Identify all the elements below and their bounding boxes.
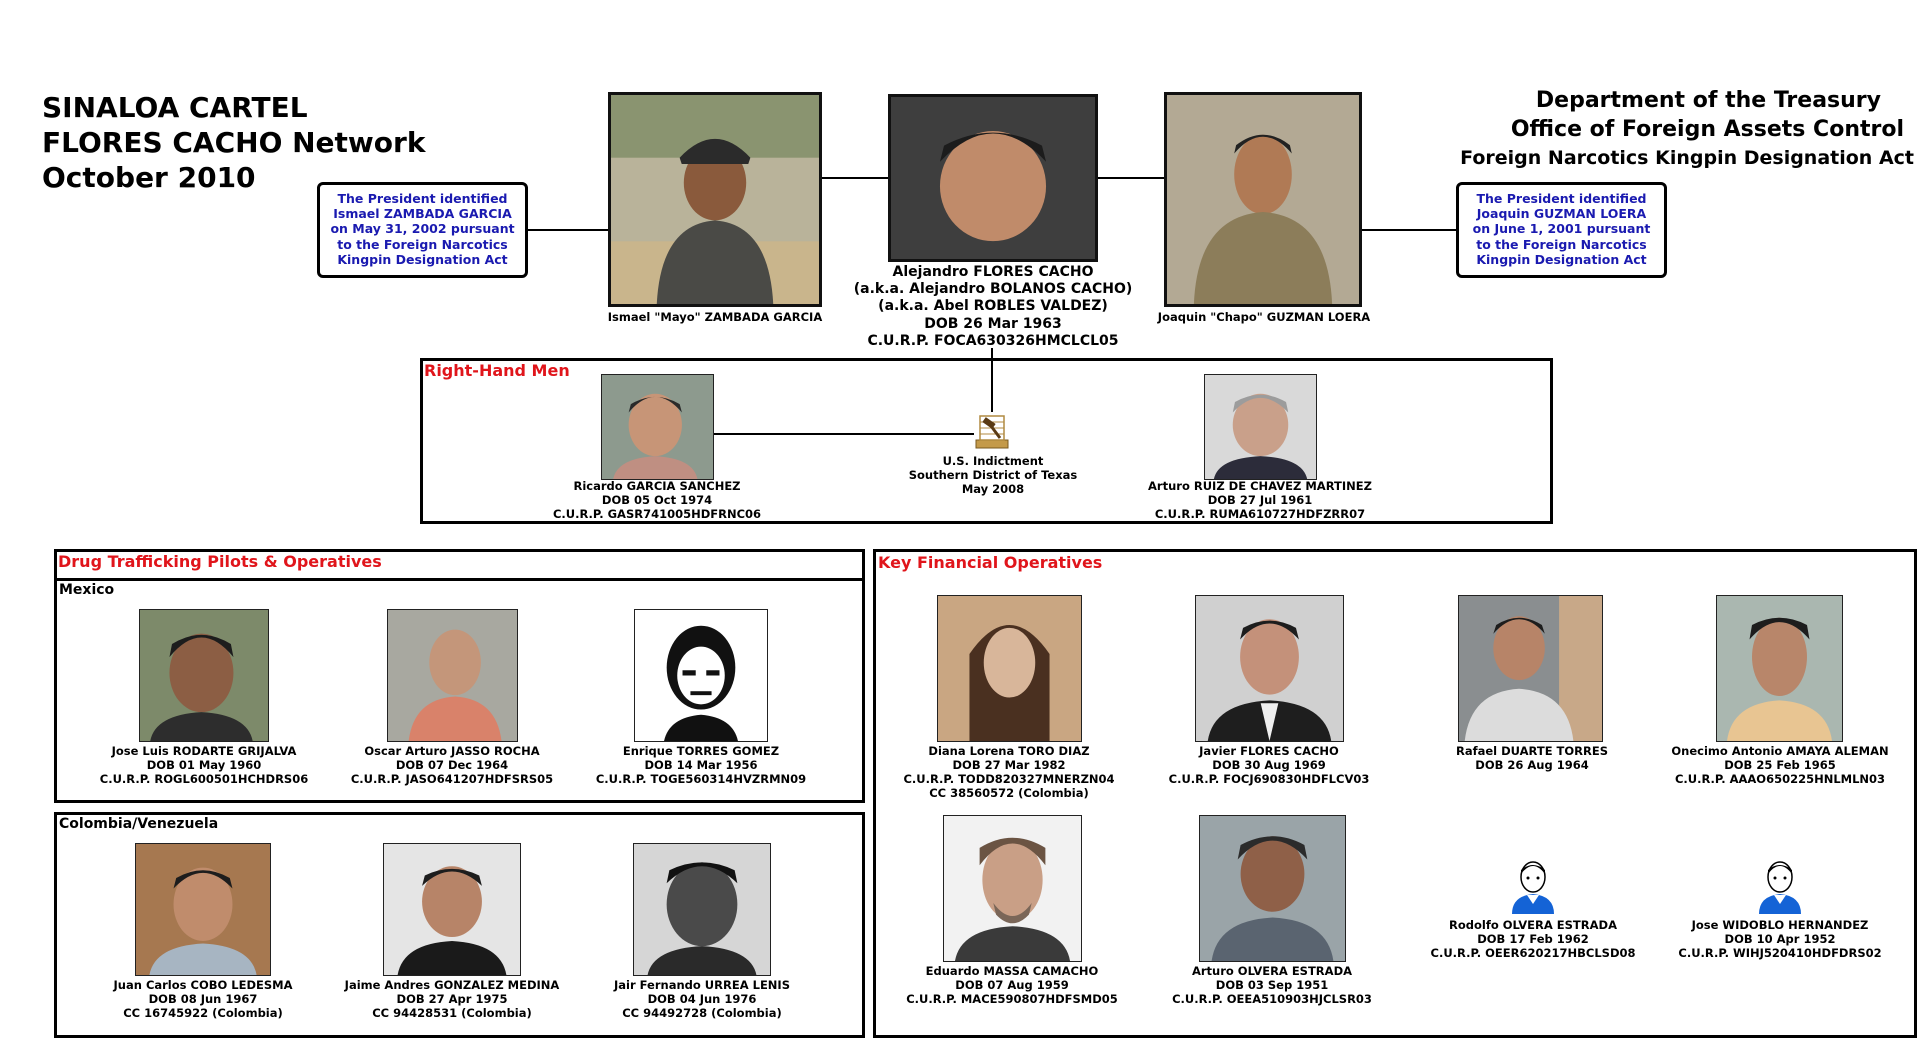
- photo-jasso-rocha: [387, 609, 518, 742]
- agency-line: Office of Foreign Assets Control: [1510, 117, 1904, 142]
- caption-line: C.U.R.P. OEEA510903HJCLSR03: [1172, 992, 1372, 1006]
- photo-zambada-garcia: [608, 92, 822, 307]
- caption-line: Ismael "Mayo" ZAMBADA GARCIA: [607, 310, 823, 324]
- caption-line: C.U.R.P. AAAO650225HNLMLN03: [1674, 772, 1886, 786]
- caption-line: CC 16745922 (Colombia): [123, 1006, 283, 1020]
- caption-line: DOB 26 Aug 1964: [1475, 758, 1589, 772]
- caption-line: C.U.R.P. TODD820327MNERZN04: [903, 772, 1115, 786]
- title-line: SINALOA CARTEL: [42, 91, 308, 124]
- photo-amaya-aleman: [1716, 595, 1843, 742]
- caption-line: Jair Fernando URREA LENIS: [614, 978, 790, 992]
- caption-line: Jaime Andres GONZALEZ MEDINA: [344, 978, 560, 992]
- caption-line: C.U.R.P. GASR741005HDFRNC06: [552, 507, 762, 521]
- caption-line: DOB 07 Aug 1959: [955, 978, 1069, 992]
- chart-title: [42, 90, 425, 195]
- sub-section-title: Colombia/Venezuela: [59, 816, 219, 832]
- caption-massa-camacho: [906, 964, 1118, 1006]
- caption-ruiz-de-chavez: [1148, 479, 1372, 521]
- caption-line: Arturo RUIZ DE CHAVEZ MARTINEZ: [1148, 479, 1372, 493]
- caption-jasso-rocha: [351, 744, 553, 786]
- photo-arturo-olvera-estrada: [1199, 815, 1346, 962]
- designation-note-right: [1456, 182, 1667, 278]
- caption-line: Juan Carlos COBO LEDESMA: [113, 978, 293, 992]
- caption-javier-flores-cacho: [1169, 744, 1370, 786]
- caption-line: DOB 10 Apr 1952: [1724, 932, 1836, 946]
- caption-line: C.U.R.P. MACE590807HDFSMD05: [906, 992, 1118, 1006]
- caption-line: DOB 26 Mar 1963: [924, 315, 1062, 332]
- caption-line: DOB 27 Mar 1982: [952, 758, 1066, 772]
- note-line: to the Foreign Narcotics: [1476, 236, 1647, 252]
- caption-line: Onecimo Antonio AMAYA ALEMAN: [1671, 744, 1889, 758]
- photo-toro-diaz: [937, 595, 1082, 742]
- title-line: FLORES CACHO Network: [42, 126, 426, 159]
- caption-line: May 2008: [961, 482, 1025, 496]
- connector-line: [1098, 177, 1164, 179]
- caption-gonzalez-medina: [345, 978, 560, 1020]
- caption-flores-cacho: [854, 264, 1133, 350]
- agency-line: Foreign Narcotics Kingpin Designation Act: [1460, 147, 1914, 169]
- caption-line: Jose WIDOBLO HERNANDEZ: [1691, 918, 1869, 932]
- photo-guzman-loera: [1164, 92, 1362, 307]
- caption-line: C.U.R.P. RUMA610727HDFZRR07: [1154, 507, 1366, 521]
- photo-gonzalez-medina: [383, 843, 521, 976]
- caption-line: Alejandro FLORES CACHO: [892, 264, 1094, 280]
- caption-urrea-lenis: [614, 978, 790, 1020]
- caption-line: CC 38560572 (Colombia): [929, 786, 1089, 800]
- caption-line: C.U.R.P. JASO641207HDFSRS05: [350, 772, 554, 786]
- person-icon: [1755, 858, 1805, 914]
- caption-cobo-ledesma: [114, 978, 293, 1020]
- caption-line: Enrique TORRES GOMEZ: [622, 744, 780, 758]
- caption-line: Rafael DUARTE TORRES: [1455, 744, 1609, 758]
- caption-toro-diaz: [903, 744, 1114, 800]
- note-line: on May 31, 2002 pursuant: [330, 221, 515, 237]
- note-line: The President identified: [1476, 191, 1647, 206]
- gavel-icon: [974, 414, 1010, 450]
- caption-line: C.U.R.P. FOCA630326HMCLCL05: [867, 332, 1119, 349]
- caption-line: DOB 05 Oct 1974: [601, 493, 713, 507]
- caption-line: Arturo OLVERA ESTRADA: [1191, 964, 1353, 978]
- note-line: to the Foreign Narcotics: [337, 236, 508, 252]
- photo-urrea-lenis: [633, 843, 771, 976]
- connector-line: [1361, 229, 1456, 231]
- section-title: Right-Hand Men: [424, 361, 570, 380]
- caption-line: DOB 25 Feb 1965: [1724, 758, 1836, 772]
- caption-guzman-loera: [1158, 310, 1370, 324]
- caption-line: DOB 08 Jun 1967: [148, 992, 258, 1006]
- note-line: Kingpin Designation Act: [337, 251, 508, 267]
- caption-duarte-torres: [1456, 744, 1608, 772]
- note-line: Joaquin GUZMAN LOERA: [1476, 206, 1647, 222]
- caption-line: DOB 30 Aug 1969: [1212, 758, 1326, 772]
- photo-garcia-sanchez: [601, 374, 714, 480]
- caption-line: C.U.R.P. WIHJ520410HDFDRS02: [1678, 946, 1882, 960]
- caption-amaya-aleman: [1671, 744, 1888, 786]
- designation-note-left: [317, 182, 528, 278]
- photo-rodarte-grijalva: [139, 609, 269, 742]
- section-title: Drug Trafficking Pilots & Operatives: [58, 552, 382, 571]
- note-line: Ismael ZAMBADA GARCIA: [333, 206, 512, 222]
- caption-line: (a.k.a. Alejandro BOLANOS CACHO): [853, 281, 1133, 298]
- agency-header: [1460, 86, 1914, 172]
- caption-line: DOB 01 May 1960: [146, 758, 262, 772]
- photo-duarte-torres: [1458, 595, 1603, 742]
- note-line: Kingpin Designation Act: [1476, 251, 1647, 267]
- caption-torres-gomez: [596, 744, 806, 786]
- caption-line: Ricardo GARCIA SANCHEZ: [573, 479, 741, 493]
- caption-zambada-garcia: [608, 310, 822, 324]
- caption-line: C.U.R.P. OEER620217HBCLSD08: [1430, 946, 1636, 960]
- caption-line: Jose Luis RODARTE GRIJALVA: [111, 744, 297, 758]
- photo-torres-gomez: [634, 609, 768, 742]
- caption-line: CC 94428531 (Colombia): [372, 1006, 532, 1020]
- caption-line: DOB 03 Sep 1951: [1215, 978, 1329, 992]
- note-line: on June 1, 2001 pursuant: [1472, 221, 1651, 237]
- caption-line: Eduardo MASSA CAMACHO: [925, 964, 1099, 978]
- caption-line: C.U.R.P. FOCJ690830HDFLCV03: [1168, 772, 1370, 786]
- photo-massa-camacho: [943, 815, 1082, 962]
- photo-javier-flores-cacho: [1195, 595, 1344, 742]
- caption-line: DOB 14 Mar 1956: [644, 758, 758, 772]
- caption-line: Diana Lorena TORO DIAZ: [928, 744, 1090, 758]
- caption-rodarte-grijalva: [100, 744, 308, 786]
- caption-line: DOB 17 Feb 1962: [1477, 932, 1589, 946]
- section-title: Key Financial Operatives: [878, 553, 1103, 572]
- caption-arturo-olvera-estrada: [1172, 964, 1372, 1006]
- caption-line: (a.k.a. Abel ROBLES VALDEZ): [878, 298, 1108, 315]
- caption-line: Oscar Arturo JASSO ROCHA: [364, 744, 540, 758]
- caption-line: DOB 07 Dec 1964: [395, 758, 509, 772]
- caption-line: Javier FLORES CACHO: [1199, 744, 1339, 758]
- connector-line: [822, 177, 888, 179]
- caption-line: DOB 04 Jun 1976: [647, 992, 757, 1006]
- caption-line: Joaquin "Chapo" GUZMAN LOERA: [1157, 310, 1371, 324]
- caption-line: CC 94492728 (Colombia): [622, 1006, 782, 1020]
- caption-indictment: [909, 454, 1078, 496]
- caption-widoblo-hernandez: [1678, 918, 1881, 960]
- caption-line: DOB 27 Apr 1975: [396, 992, 508, 1006]
- caption-line: DOB 27 Jul 1961: [1207, 493, 1313, 507]
- agency-line: Department of the Treasury: [1535, 88, 1881, 113]
- caption-line: C.U.R.P. ROGL600501HCHDRS06: [99, 772, 309, 786]
- caption-line: Rodolfo OLVERA ESTRADA: [1449, 918, 1617, 932]
- caption-line: Southern District of Texas: [908, 468, 1078, 482]
- caption-rodolfo-olvera-estrada: [1431, 918, 1636, 960]
- photo-cobo-ledesma: [135, 843, 271, 976]
- note-line: The President identified: [337, 191, 508, 206]
- caption-garcia-sanchez: [553, 479, 761, 521]
- connector-line: [528, 229, 608, 231]
- caption-line: C.U.R.P. TOGE560314HVZRMN09: [595, 772, 807, 786]
- sub-section-title: Mexico: [59, 582, 115, 598]
- title-line: October 2010: [42, 161, 256, 194]
- person-icon: [1508, 858, 1558, 914]
- photo-ruiz-de-chavez: [1204, 374, 1317, 480]
- caption-line: U.S. Indictment: [942, 454, 1044, 468]
- photo-flores-cacho: [888, 94, 1098, 262]
